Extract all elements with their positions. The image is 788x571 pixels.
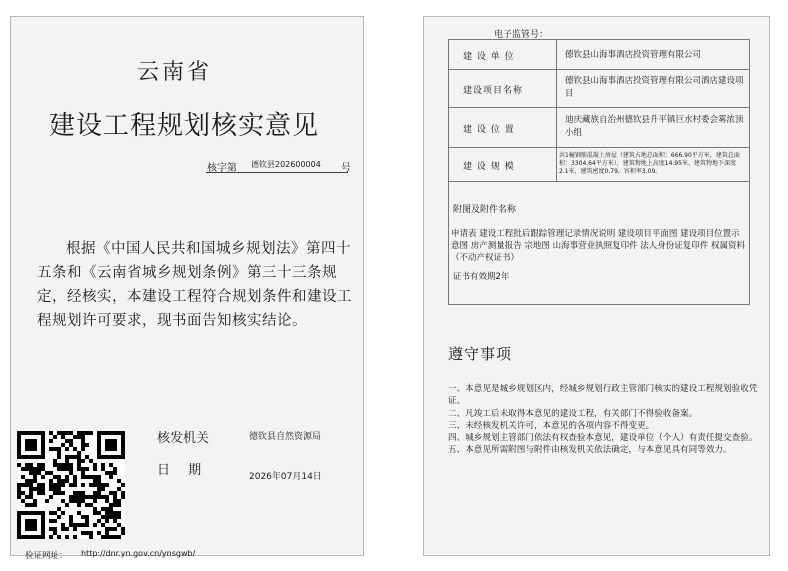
note-item: 三、未经核发机关许可，本意见的各项内容不得变更。 — [448, 420, 655, 431]
row-value: 德钦县山海事酒店投资管理有限公司酒店建设项目 — [565, 76, 744, 99]
row-value: 迪庆藏族自治州德钦县升平镇巨水村委会雾浓顶小组 — [565, 115, 744, 138]
doc-number-label: 核字第 — [207, 163, 237, 174]
province-heading: 云南省 — [137, 60, 213, 85]
row-value: 德钦县山海事酒店投资管理有限公司 — [565, 50, 702, 60]
certificate-front-page — [10, 16, 364, 561]
issuer-name: 德钦县自然资源局 — [249, 432, 322, 442]
note-item: 二、凡竣工后未取得本意见的建设工程，有关部门不得验收备案。 — [448, 408, 698, 419]
certificate-back-page — [423, 16, 770, 556]
verify-url-label: 验证网址： — [25, 551, 68, 561]
row-label: 建 设 位 置 — [463, 125, 515, 135]
supervision-number-label: 电子监管号： — [494, 30, 549, 40]
verification-statement: 根据《中国人民共和国城乡规划法》第四十五条和《云南省城乡规划条例》第三十三条规定，经核实，本建设工程符合规划条件和建设工程规划许可要求，现书面告知核实结论。 — [37, 241, 352, 329]
doc-number-underline — [206, 172, 348, 173]
verify-url-link[interactable]: http://dnr.yn.gov.cn/ynsgwb/ — [81, 549, 196, 558]
note-item: 四、城乡规划主管部门依法有权查验本意见，建设单位（个人）有责任提交查验。 — [448, 433, 758, 444]
qr-code-icon[interactable] — [17, 431, 125, 539]
note-item: 五、本意见所需附图与附件由核发机关依法确定，与本意见具有同等效力。 — [448, 445, 732, 456]
project-info-table — [448, 39, 750, 305]
validity-period: 证书有效期2年 — [453, 272, 510, 282]
notes-title: 遵守事项 — [448, 345, 513, 363]
notes-list — [448, 383, 758, 457]
doc-number-suffix: 号 — [341, 163, 351, 174]
table-row — [449, 108, 749, 148]
table-row — [449, 148, 749, 182]
row-label: 建设项目名称 — [463, 86, 524, 96]
attachments-title: 附图及附件名称 — [453, 205, 517, 215]
table-row — [449, 40, 749, 70]
table-row — [449, 70, 749, 108]
issuer-label: 核发机关 — [157, 431, 210, 446]
issue-date: 2026年07月14日 — [249, 472, 322, 482]
row-value: 共1幢钢筋混凝土房屋（建筑占地总面积：666.90平方米，建筑总面积：3304.64平方米），建筑物地上高度14.95米，建筑物地下深度2.1米，建筑密度0.79，容积率3.09。 — [559, 152, 740, 175]
date-label: 日 期 — [157, 463, 202, 478]
row-label: 建 设 规 模 — [463, 162, 515, 172]
doc-number: 德钦县202600004 — [251, 160, 321, 169]
row-label: 建 设 单 位 — [463, 52, 515, 62]
document-title: 建设工程规划核实意见 — [49, 111, 320, 141]
attachments-list: 申请表 建设工程批后跟踪管理记录情况说明 建设项目平面图 建设项目位置示意图 房产测量报告 宗地图 山海事营业执照复印件 法人身份证复印件 权属资料（不动产权证书） — [451, 229, 746, 263]
note-item: 一、本意见是城乡规划区内，经城乡规划行政主管部门核实的建设工程规划验收凭证。 — [448, 384, 758, 407]
